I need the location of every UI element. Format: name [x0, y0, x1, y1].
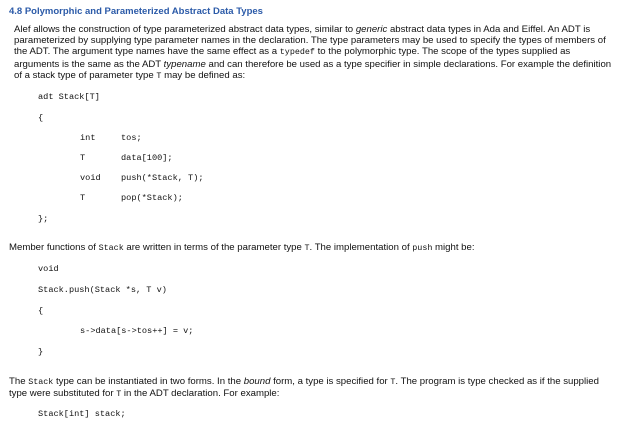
- inline-code-T: T: [390, 377, 396, 387]
- code-close-brace: };: [38, 214, 49, 224]
- emphasis-bound: bound: [243, 376, 271, 387]
- text-run: might be:: [432, 242, 475, 253]
- code-member-decl: pop(*Stack);: [121, 193, 183, 203]
- code-open-brace: {: [38, 306, 44, 316]
- code-open-brace: {: [38, 113, 44, 123]
- code-close-brace: }: [38, 347, 44, 357]
- text-run: . The program is type checked as if the supplied type were substituted for: [9, 376, 599, 400]
- code-member-type: T: [80, 193, 86, 203]
- text-run: in the ADT declaration. For example:: [121, 388, 280, 400]
- code-member-type: void: [80, 173, 101, 183]
- text-run: . The implementation of: [309, 242, 413, 253]
- text-run: The: [9, 376, 29, 387]
- instantiation-paragraph: [9, 376, 609, 400]
- inline-code-T: T: [304, 243, 310, 253]
- text-run: type can be instantiated in two forms. In the: [53, 376, 244, 387]
- code-member-type: int: [80, 133, 96, 143]
- code-member-decl: data[100];: [121, 153, 173, 163]
- code-member-type: T: [80, 153, 86, 163]
- text-run: may be defined as:: [161, 69, 246, 81]
- member-functions-paragraph: [9, 242, 609, 254]
- inline-code-Stack: Stack: [98, 243, 124, 253]
- section-heading: 4.8 Polymorphic and Parameterized Abstract Data Types: [9, 6, 263, 17]
- inline-code-typedef: typedef: [279, 47, 315, 58]
- code-member-decl: push(*Stack, T);: [121, 173, 204, 183]
- inline-code-T: T: [116, 389, 122, 400]
- code-return-type: void: [38, 264, 59, 274]
- code-adt-declaration: adt Stack[T]: [38, 92, 100, 102]
- inline-code-T: T: [156, 70, 162, 81]
- code-member-decl: tos;: [121, 133, 142, 143]
- text-run: Alef allows the construction of type parameterized abstract data types, similar to: [14, 24, 356, 35]
- inline-code-Stack: Stack: [28, 377, 54, 387]
- text-run: form, a type is specified for: [270, 376, 391, 387]
- emphasis-typename: typename: [163, 58, 206, 70]
- code-function-body: s->data[s->tos++] = v;: [80, 326, 194, 336]
- emphasis-generic: generic: [355, 24, 388, 35]
- text-run: Member functions of: [9, 242, 99, 253]
- intro-paragraph: [14, 24, 612, 82]
- text-run: to the polymorphic type. The scope of the types supplied as arguments is the same as the ADT: [14, 46, 571, 70]
- text-run: abstract data types in Ada and Eiffel. An ADT is parameterized by supplying type parameter names in the declaration. The type parameters may be used to specify the types of members of the ADT. The argument type names have the same effect as a: [14, 24, 606, 58]
- code-function-signature: Stack.push(Stack *s, T v): [38, 285, 167, 295]
- code-instantiation: Stack[int] stack;: [38, 409, 126, 419]
- text-run: are written in terms of the parameter type: [123, 242, 305, 253]
- text-run: and can therefore be used as a type specifier in simple declarations. For example the definition of a stack type of parameter type: [14, 58, 612, 81]
- inline-code-push: push: [412, 243, 433, 253]
